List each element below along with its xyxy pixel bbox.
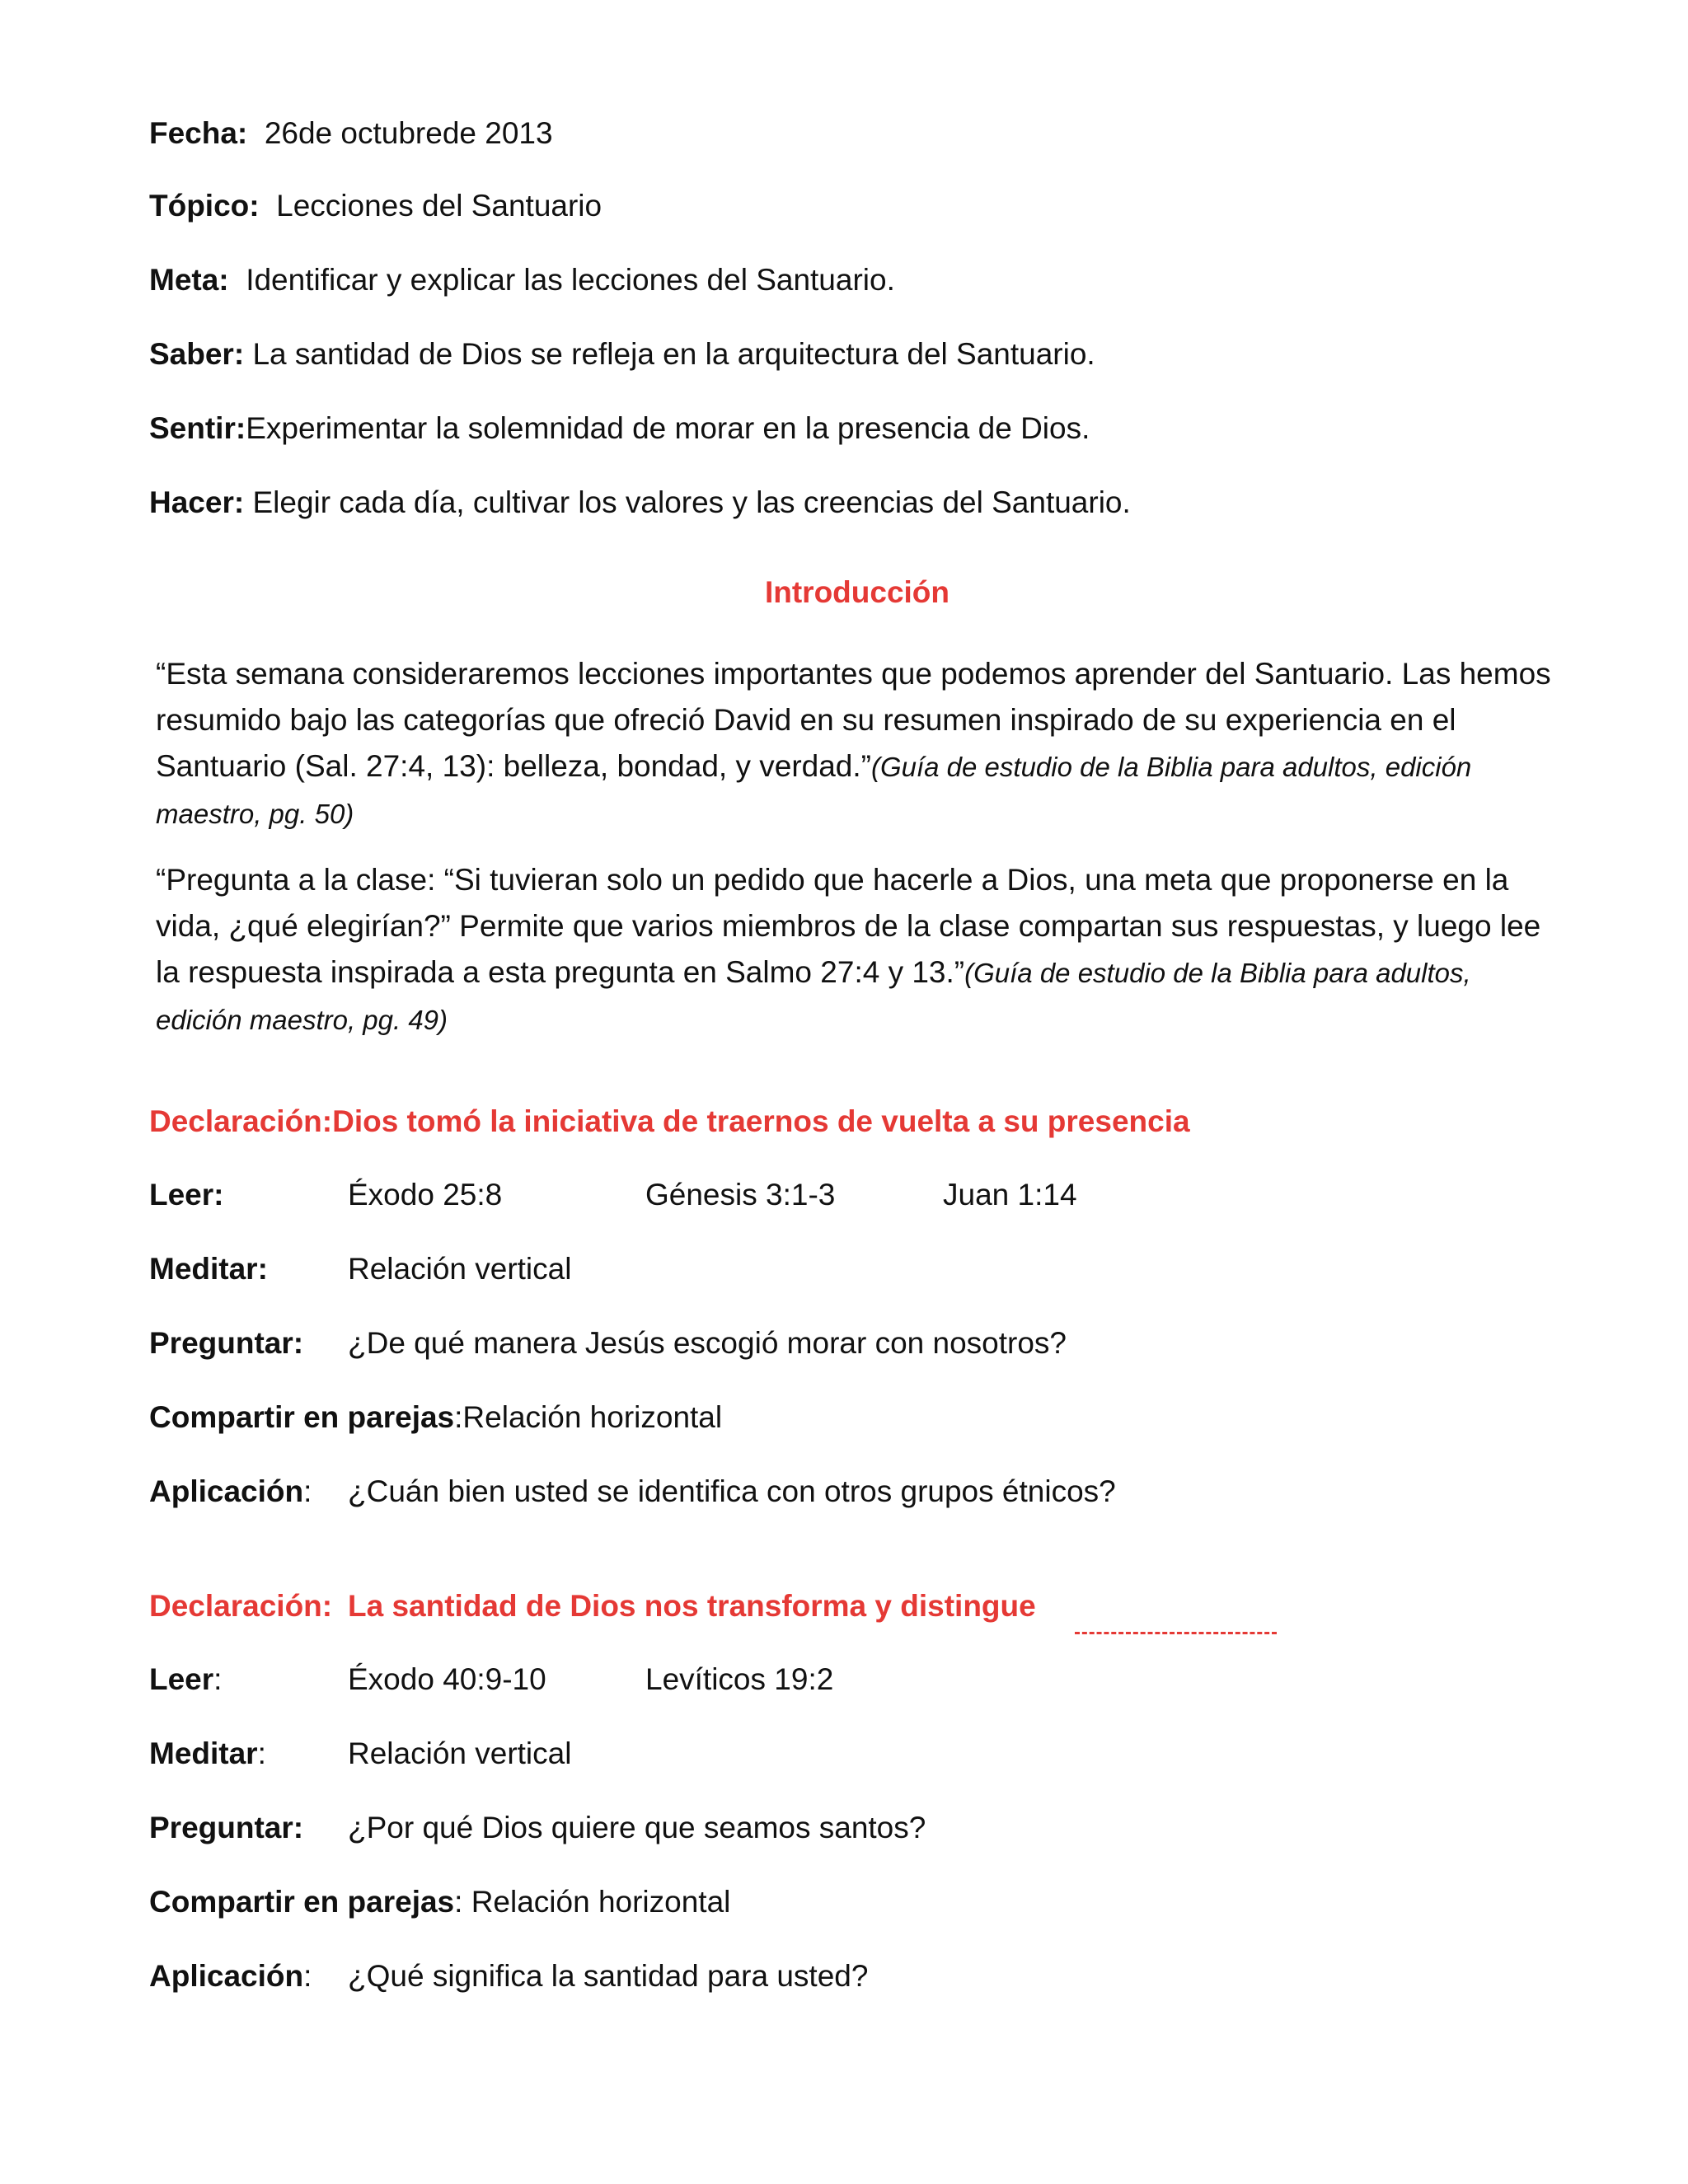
section1-compartir-label: Compartir en parejas <box>149 1400 455 1434</box>
hacer-value: Elegir cada día, cultivar los valores y las creencias del Santuario. <box>252 485 1131 519</box>
section1-leer-row <box>149 1177 1221 1213</box>
section2-aplicacion-label: Aplicación <box>149 1959 304 1993</box>
section2-aplicacion-label-wrap: Aplicación: <box>149 1959 312 1993</box>
meta-value: Identificar y explicar las lecciones del Santuario. <box>246 263 895 297</box>
section2-declaration-text: La santidad de Dios nos transforma y distingue <box>348 1589 1036 1623</box>
section2-aplicacion-value: ¿Qué significa la santidad para usted? <box>348 1959 869 1993</box>
section2-preguntar-label: Preguntar: <box>149 1811 304 1844</box>
section2-preguntar-row <box>149 1810 1221 1846</box>
section2-leer-label: Leer <box>149 1662 214 1696</box>
section2-leer-row <box>149 1661 1221 1698</box>
topico-label: Tópico: <box>149 189 260 223</box>
section2-compartir-row <box>149 1884 730 1920</box>
section1-leer-ref-1: Éxodo 25:8 <box>348 1178 503 1212</box>
meta-line <box>149 262 895 298</box>
topico-value: Lecciones del Santuario <box>276 189 603 223</box>
intro-quote-1-cite: (Guía de estudio de la Biblia para adultos, edición maestro, pg. 50) <box>156 752 1472 829</box>
meta-label: Meta: <box>149 263 229 297</box>
section1-aplicacion-row <box>149 1474 1221 1510</box>
section2-declaration-label: Declaración: <box>149 1589 333 1623</box>
sentir-value: Experimentar la solemnidad de morar en la presencia de Dios. <box>246 411 1090 445</box>
section1-aplicacion-label-wrap: Aplicación: <box>149 1474 312 1508</box>
red-dashed-line <box>1075 1632 1277 1634</box>
intro-quote-2-text: “Pregunta a la clase: “Si tuvieran solo un pedido que hacerle a Dios, una meta que proponerse en la vida, ¿qué elegirían?” Permite que varios miembros de la clase compartan sus respuestas, y luego lee la respuesta inspirada a esta pregunta en Salmo 27:4 y 13.” <box>156 863 1541 989</box>
topico-line <box>149 188 602 224</box>
saber-value: La santidad de Dios se refleja en la arquitectura del Santuario. <box>252 337 1095 371</box>
fecha-value: 26de octubrede 2013 <box>264 116 553 150</box>
section2-meditar-label: Meditar <box>149 1736 258 1770</box>
section1-preguntar-value: ¿De qué manera Jesús escogió morar con nosotros? <box>348 1326 1067 1360</box>
hacer-label: Hacer: <box>149 485 245 519</box>
saber-label: Saber: <box>149 337 245 371</box>
fecha-line <box>149 115 553 152</box>
section1-aplicacion-value: ¿Cuán bien usted se identifica con otros grupos étnicos? <box>348 1474 1116 1508</box>
saber-line <box>149 336 1095 373</box>
hacer-line <box>149 485 1131 521</box>
sentir-line <box>149 410 1090 447</box>
section1-leer-ref-2: Génesis 3:1-3 <box>645 1178 836 1212</box>
section1-meditar-row <box>149 1251 1221 1287</box>
intro-quote-1-text: “Esta semana consideraremos lecciones importantes que podemos aprender del Santuario. Las hemos resumido bajo las categorías que ofreció David en su resumen inspirado de su experiencia en el Santuario (Sal. 27:4, 13): belleza, bondad, y verdad.” <box>156 657 1551 783</box>
section2-compartir-label: Compartir en parejas <box>149 1885 455 1919</box>
section2-leer-ref-2: Levíticos 19:2 <box>645 1662 834 1696</box>
section1-meditar-value: Relación vertical <box>348 1252 572 1286</box>
intro-quote-2 <box>156 857 1557 1043</box>
section2-declaration <box>149 1589 1036 1624</box>
section2-preguntar-value: ¿Por qué Dios quiere que seamos santos? <box>348 1811 926 1844</box>
section1-preguntar-row <box>149 1325 1221 1361</box>
section2-compartir-value: : Relación horizontal <box>454 1885 731 1919</box>
section1-meditar-label: Meditar: <box>149 1252 268 1286</box>
section1-preguntar-label: Preguntar: <box>149 1326 304 1360</box>
fecha-label: Fecha: <box>149 116 248 150</box>
section2-leer-ref-1: Éxodo 40:9-10 <box>348 1662 546 1696</box>
section1-aplicacion-label: Aplicación <box>149 1474 304 1508</box>
intro-quote-1 <box>156 651 1557 837</box>
section2-leer-label-wrap: Leer: <box>149 1662 223 1696</box>
section1-compartir-row <box>149 1399 722 1436</box>
section1-declaration-text: Dios tomó la iniciativa de traernos de vuelta a su presencia <box>332 1104 1190 1138</box>
section2-meditar-label-wrap: Meditar: <box>149 1736 266 1770</box>
section2-meditar-row <box>149 1736 1221 1772</box>
intro-title: Introducción <box>764 575 950 609</box>
section1-leer-ref-3: Juan 1:14 <box>943 1178 1077 1212</box>
section2-aplicacion-row <box>149 1958 1221 1994</box>
section1-declaration <box>149 1104 1190 1139</box>
intro-quote-2-cite: (Guía de estudio de la Biblia para adultos, edición maestro, pg. 49) <box>156 958 1471 1035</box>
sentir-label: Sentir: <box>149 411 246 445</box>
section2-meditar-value: Relación vertical <box>348 1736 572 1770</box>
section1-declaration-label: Declaración: <box>149 1104 333 1138</box>
section1-leer-label: Leer: <box>149 1178 224 1212</box>
section1-compartir-value: :Relación horizontal <box>454 1400 723 1434</box>
